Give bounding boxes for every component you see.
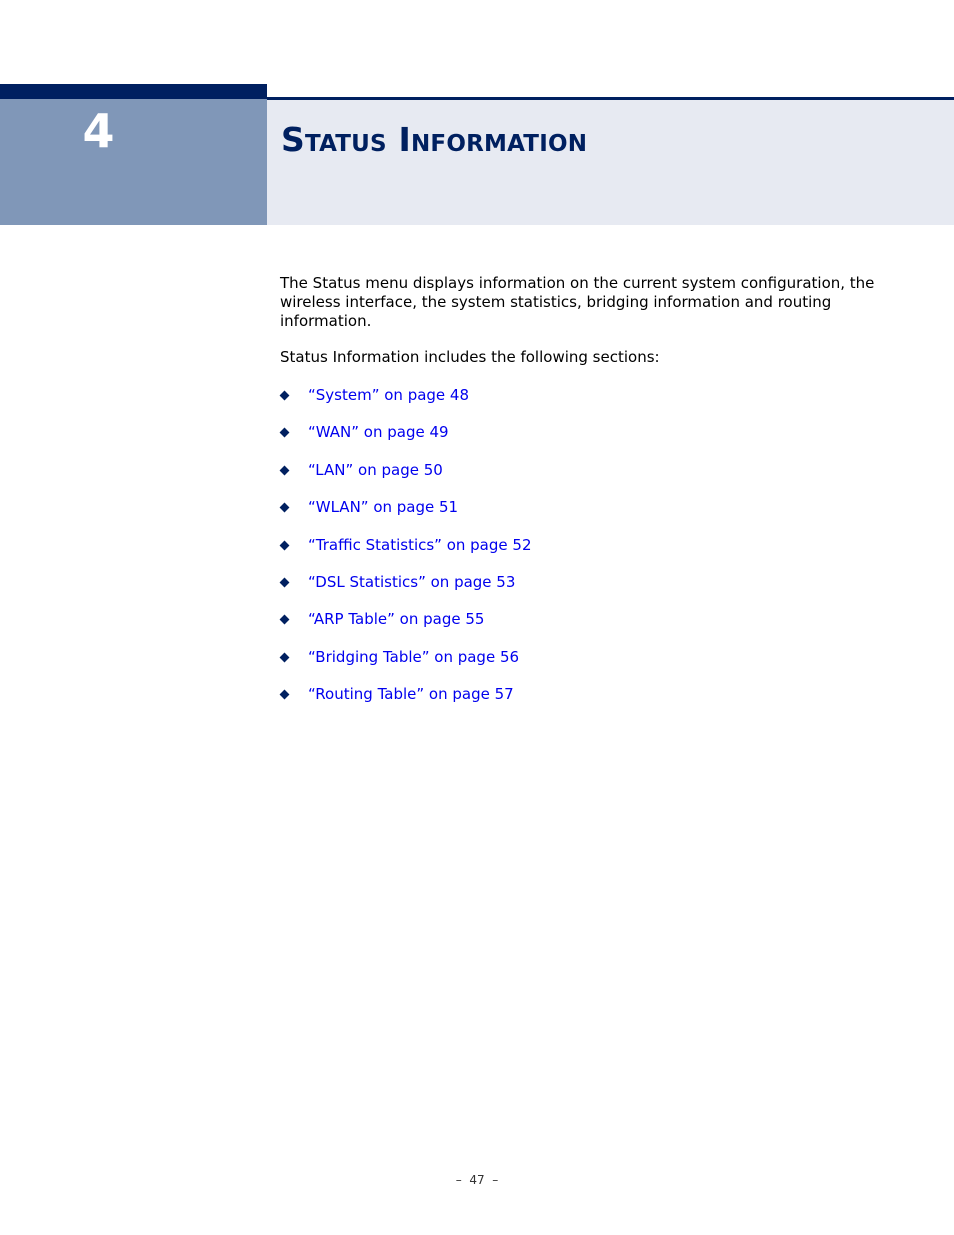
chapter-title: Status Information: [281, 120, 588, 159]
section-list: [280, 386, 880, 704]
section-link-wlan[interactable]: “WLAN” on page 51: [308, 498, 459, 517]
chapter-title-block: [267, 97, 954, 225]
list-item: [280, 498, 880, 517]
diamond-bullet-icon: [280, 540, 290, 550]
section-link-traffic-statistics[interactable]: “Traffic Statistics” on page 52: [308, 535, 532, 554]
list-item: [280, 423, 880, 442]
diamond-bullet-icon: [280, 465, 290, 475]
section-link-system[interactable]: “System” on page 48: [308, 386, 470, 404]
list-item: [280, 536, 880, 555]
diamond-bullet-icon: [280, 578, 290, 588]
section-link-bridging-table[interactable]: “Bridging Table” on page 56: [308, 647, 520, 666]
diamond-bullet-icon: [280, 615, 290, 625]
diamond-bullet-icon: [280, 503, 290, 513]
list-item: [280, 573, 880, 592]
diamond-bullet-icon: [280, 391, 290, 401]
diamond-bullet-icon: [280, 428, 290, 438]
section-link-routing-table[interactable]: “Routing Table” on page 57: [308, 685, 514, 704]
section-link-dsl-statistics[interactable]: “DSL Statistics” on page 53: [308, 572, 516, 591]
intro-paragraph: The Status menu displays information on the current system configuration, the wireless interface, the system statistics, bridging information and routing information.: [280, 274, 875, 330]
list-item: [280, 648, 880, 667]
list-item: [280, 610, 880, 629]
list-item: [280, 386, 880, 405]
sections-lead: Status Information includes the following sections:: [280, 348, 660, 366]
section-link-wan[interactable]: “WAN” on page 49: [308, 423, 449, 442]
page-number: – 47 –: [455, 1173, 499, 1187]
list-item: [280, 685, 880, 704]
chapter-number: 4: [82, 104, 115, 158]
chapter-number-bar: [0, 84, 267, 99]
chapter-content: [280, 274, 880, 723]
section-link-arp-table[interactable]: “ARP Table” on page 55: [308, 610, 485, 629]
diamond-bullet-icon: [280, 690, 290, 700]
chapter-number-block: [0, 84, 267, 225]
list-item: [280, 461, 880, 480]
section-link-lan[interactable]: “LAN” on page 50: [308, 460, 443, 479]
diamond-bullet-icon: [280, 652, 290, 662]
